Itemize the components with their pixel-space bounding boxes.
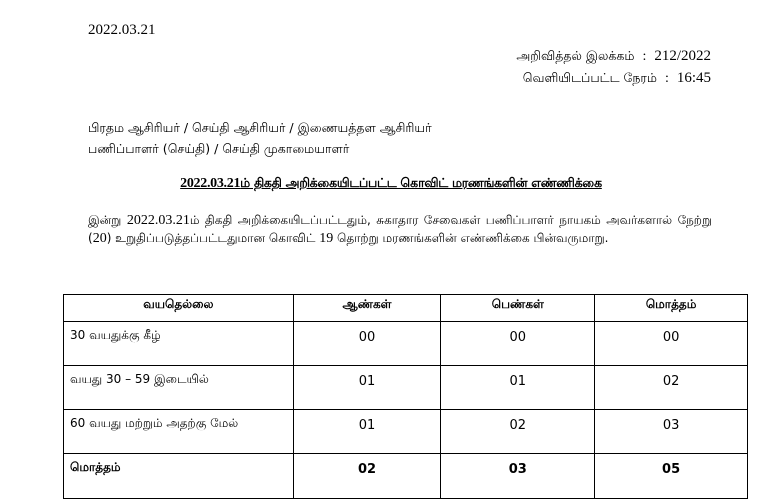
total-female-cell: 03	[441, 454, 595, 499]
header-female: பெண்கள்	[441, 295, 595, 322]
grand-total-cell: 05	[595, 454, 748, 499]
header-age-range: வயதெல்லை	[64, 295, 294, 322]
notice-number-row	[516, 45, 711, 67]
female-cell: 00	[441, 322, 595, 366]
document-date: 2022.03.21	[88, 22, 156, 38]
male-cell: 01	[293, 366, 441, 410]
deaths-table	[63, 294, 748, 499]
body-text: ம் திகதி அறிக்கையிடப்பட்டதும், சுகாதார சேவைகள் பணிப்பாளர் நாயகம் அவர்களால் நேற்று (	[88, 213, 712, 245]
female-cell: 02	[441, 410, 595, 454]
notice-meta	[516, 45, 711, 89]
body-date: 2022.03.21	[126, 213, 190, 228]
male-cell: 01	[293, 410, 441, 454]
male-cell: 00	[293, 322, 441, 366]
body-text: ) உறுதிப்படுத்தப்பட்டதுமான கொவிட்	[106, 230, 320, 245]
notice-number-value: 212/2022	[654, 48, 711, 64]
notice-number-sep: :	[642, 49, 647, 64]
body-number: 19	[319, 230, 334, 246]
document-title	[0, 175, 782, 192]
age-range-cell: வயது 30 – 59 இடையில்	[64, 366, 294, 410]
title-date: 2022.03.21	[180, 176, 241, 191]
title-text: ம் திகதி அறிக்கையிடப்பட்ட கொவிட் மரணங்களின் எண்ணிக்கை	[240, 175, 602, 190]
body-paragraph	[88, 212, 712, 247]
table-header-row	[64, 295, 748, 322]
table-total-row	[64, 454, 748, 499]
body-number: 20	[92, 230, 107, 246]
table-row	[64, 366, 748, 410]
total-label-cell: மொத்தம்	[64, 454, 294, 499]
age-range-cell: 30 வயதுக்கு கீழ்	[64, 322, 294, 366]
notice-number-label: அறிவித்தல் இலக்கம்	[516, 48, 635, 63]
addressee-line: பணிப்பாளர் (செய்தி) / செய்தி முகாமையாளர்	[88, 141, 350, 156]
age-range-cell: 60 வயது மற்றும் அதற்கு மேல்	[64, 410, 294, 454]
total-cell: 03	[595, 410, 748, 454]
total-cell: 02	[595, 366, 748, 410]
body-text: இன்று	[88, 213, 127, 227]
header-male: ஆண்கள்	[293, 295, 441, 322]
table-row	[64, 322, 748, 366]
total-male-cell: 02	[293, 454, 441, 499]
header-total: மொத்தம்	[595, 295, 748, 322]
body-text: தொற்று மரணங்களின் எண்ணிக்கை பின்வருமாறு.	[333, 230, 609, 245]
addressee-line: பிரதம ஆசிரியர் / செய்தி ஆசிரியர் / இணையத்தள ஆசிரியர்	[88, 120, 432, 135]
release-time-sep: :	[664, 71, 669, 86]
release-time-value: 16:45	[676, 70, 711, 86]
table-row	[64, 410, 748, 454]
addressees	[88, 117, 432, 159]
release-time-row	[516, 67, 711, 89]
female-cell: 01	[441, 366, 595, 410]
total-cell: 00	[595, 322, 748, 366]
release-time-label: வெளியிடப்பட்ட நேரம்	[522, 70, 657, 85]
